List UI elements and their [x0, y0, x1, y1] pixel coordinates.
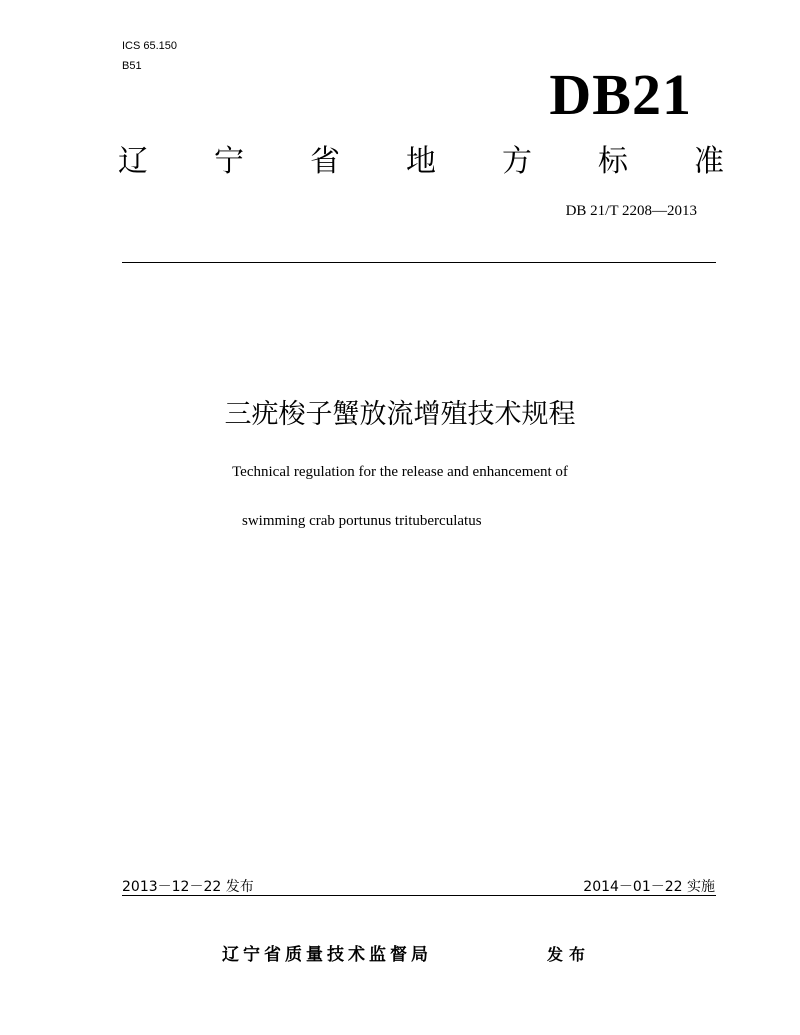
- ics-code: ICS 65.150: [122, 40, 178, 52]
- standard-type-char: 标: [598, 144, 628, 179]
- standard-type: [118, 144, 724, 180]
- standard-number: DB 21/T 2208—2013: [565, 203, 697, 219]
- classification-code: B51: [122, 60, 142, 72]
- standard-type-char: 辽: [118, 144, 148, 179]
- standard-type-char: 宁: [214, 144, 244, 179]
- title-english-line2: swimming crab portunus trituberculatus: [242, 513, 482, 529]
- issue-date: 2013－12－22 发布: [122, 879, 254, 895]
- header-divider: [122, 262, 716, 263]
- standard-type-char: 准: [694, 144, 724, 179]
- issuer-action: 发布: [547, 945, 592, 964]
- standard-type-char: 省: [310, 144, 340, 179]
- title-chinese: 三疣梭子蟹放流增殖技术规程: [224, 399, 576, 430]
- standard-logo: DB21: [549, 62, 692, 127]
- standard-type-char: 方: [502, 144, 532, 179]
- implementation-date: 2014－01－22 实施: [583, 879, 715, 895]
- standard-type-char: 地: [406, 144, 436, 179]
- issuer-name: 辽宁省质量技术监督局: [222, 945, 432, 965]
- footer-divider: [122, 895, 716, 896]
- title-english-line1: Technical regulation for the release and enhancement of: [232, 464, 568, 480]
